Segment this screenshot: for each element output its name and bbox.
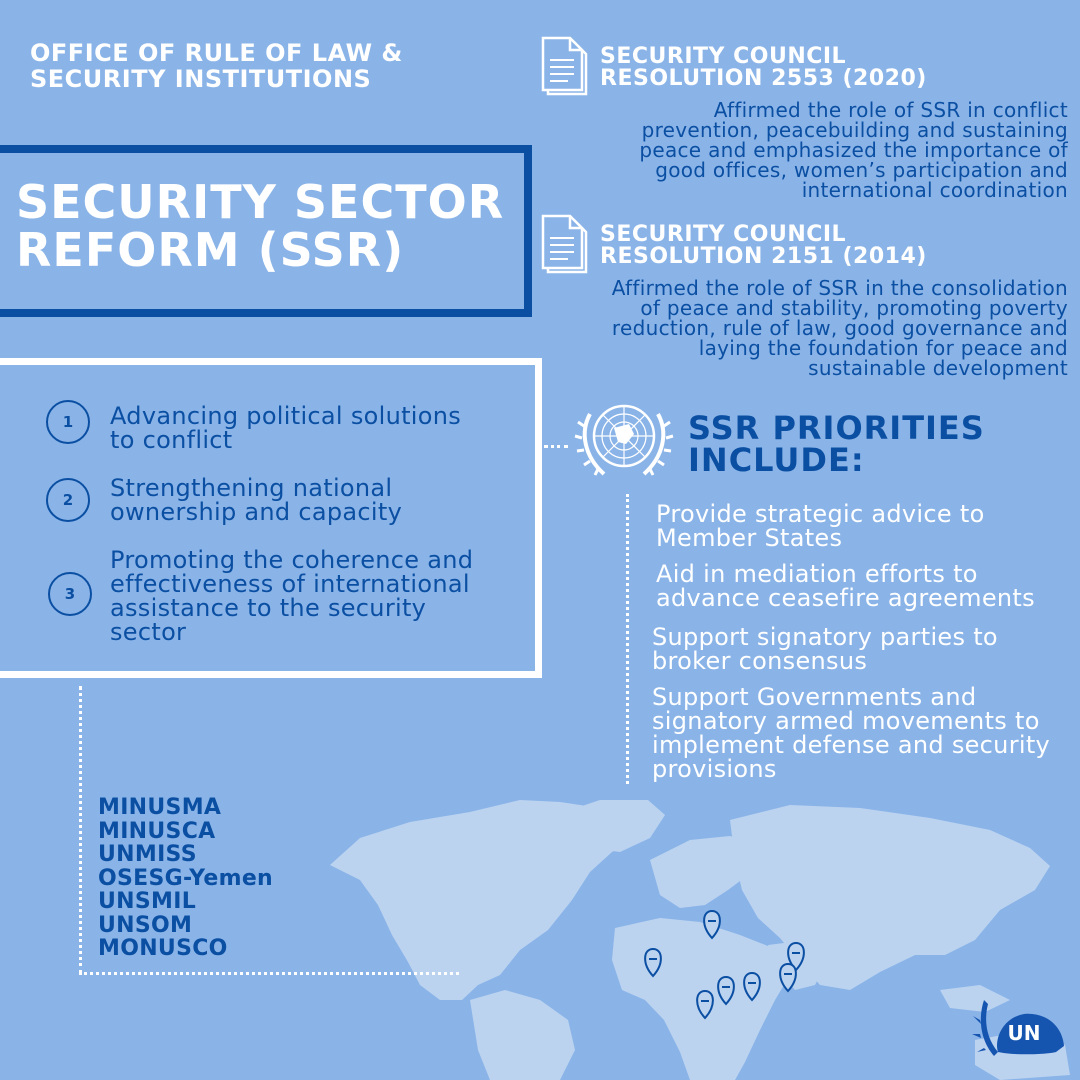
page-title-line: SECURITY SECTOR [16, 175, 505, 229]
mission-item: MONUSCO [98, 936, 228, 961]
priority-item [656, 502, 1076, 550]
mission-item: UNSMIL [98, 889, 197, 914]
priority-item-line: broker consensus [652, 647, 868, 675]
goal-number-badge: 3 [48, 572, 92, 616]
mission-item: MINUSMA [98, 795, 222, 820]
goal-item-line: Strengthening national [110, 474, 393, 502]
resolution-body-line: laying the foundation for peace and [698, 336, 1068, 360]
connector-line [626, 494, 629, 784]
resolution-body-line: international coordination [801, 178, 1068, 202]
goal-item-line: assistance to the security [110, 594, 427, 622]
priorities-heading-line: SSR PRIORITIES [688, 409, 985, 447]
priorities-heading-line: INCLUDE: [688, 441, 865, 479]
document-icon [540, 214, 590, 276]
priority-item [652, 625, 1072, 673]
priority-item-line: Provide strategic advice to [656, 500, 985, 528]
resolution-body-line: prevention, peacebuilding and sustaining [641, 118, 1068, 142]
goal-item-line: ownership and capacity [110, 498, 403, 526]
resolution-title-line: SECURITY COUNCIL [600, 222, 847, 247]
document-icon [540, 36, 590, 98]
priority-item-line: provisions [652, 755, 777, 783]
resolution-title-line: SECURITY COUNCIL [600, 44, 847, 69]
missions-list [98, 796, 273, 961]
mission-item: MINUSCA [98, 818, 216, 844]
goal-number-badge: 1 [46, 400, 90, 444]
priority-item-line: implement defense and security [652, 731, 1051, 759]
resolution-body-line: Affirmed the role of SSR in conflict [713, 98, 1068, 122]
logo-text: UN [1007, 1021, 1041, 1045]
page-title [16, 175, 516, 277]
priority-item [656, 562, 1076, 610]
goal-item-line: Advancing political solutions [110, 402, 462, 430]
resolution-title-line: RESOLUTION 2151 (2014) [600, 244, 927, 269]
resolution-2151-description [528, 278, 1068, 378]
resolution-body-line: reduction, rule of law, good governance and [611, 316, 1068, 340]
goal-item-line: to conflict [110, 426, 233, 454]
priority-item-line: signatory armed movements to [652, 707, 1040, 735]
goal-item-line: sector [110, 618, 187, 646]
priority-item-line: Support signatory parties to [652, 623, 998, 651]
priority-item-line: Support Governments and [652, 683, 977, 711]
mission-item: UNMISS [98, 842, 197, 867]
connector-line [79, 972, 459, 975]
un-helmet-logo [972, 990, 1072, 1078]
priority-item [652, 685, 1072, 781]
connector-line [79, 686, 82, 974]
office-title-line: SECURITY INSTITUTIONS [30, 65, 372, 93]
priority-item-line: Aid in mediation efforts to [656, 560, 978, 588]
goal-number-badge: 2 [46, 478, 90, 522]
page-title-line: REFORM (SSR) [16, 223, 405, 277]
un-emblem-icon [574, 396, 674, 486]
resolution-2553-description [548, 100, 1068, 200]
priorities-heading [688, 409, 1008, 479]
priority-item-line: Member States [656, 524, 843, 552]
office-title [30, 40, 510, 92]
goal-item-line: Promoting the coherence and [110, 546, 474, 574]
priority-item-line: advance ceasefire agreements [656, 584, 1035, 612]
resolution-2151-title [600, 224, 927, 268]
resolution-body-line: of peace and stability, promoting poverty [640, 296, 1068, 320]
resolution-2553-title [600, 46, 927, 90]
goal-item-line: effectiveness of international [110, 570, 470, 598]
connector-line [544, 445, 568, 448]
goal-item [110, 548, 530, 644]
mission-item: UNSOM [98, 912, 193, 938]
office-title-line: OFFICE OF RULE OF LAW & [30, 39, 403, 67]
goal-item [110, 476, 520, 524]
resolution-body-line: Affirmed the role of SSR in the consolidation [611, 276, 1068, 300]
resolution-title-line: RESOLUTION 2553 (2020) [600, 66, 927, 91]
resolution-body-line: sustainable development [808, 356, 1068, 380]
resolution-body-line: good offices, women’s participation and [655, 158, 1068, 182]
goal-item [110, 404, 520, 452]
mission-item: OSESG-Yemen [98, 865, 274, 891]
resolution-body-line: peace and emphasized the importance of [639, 138, 1068, 162]
